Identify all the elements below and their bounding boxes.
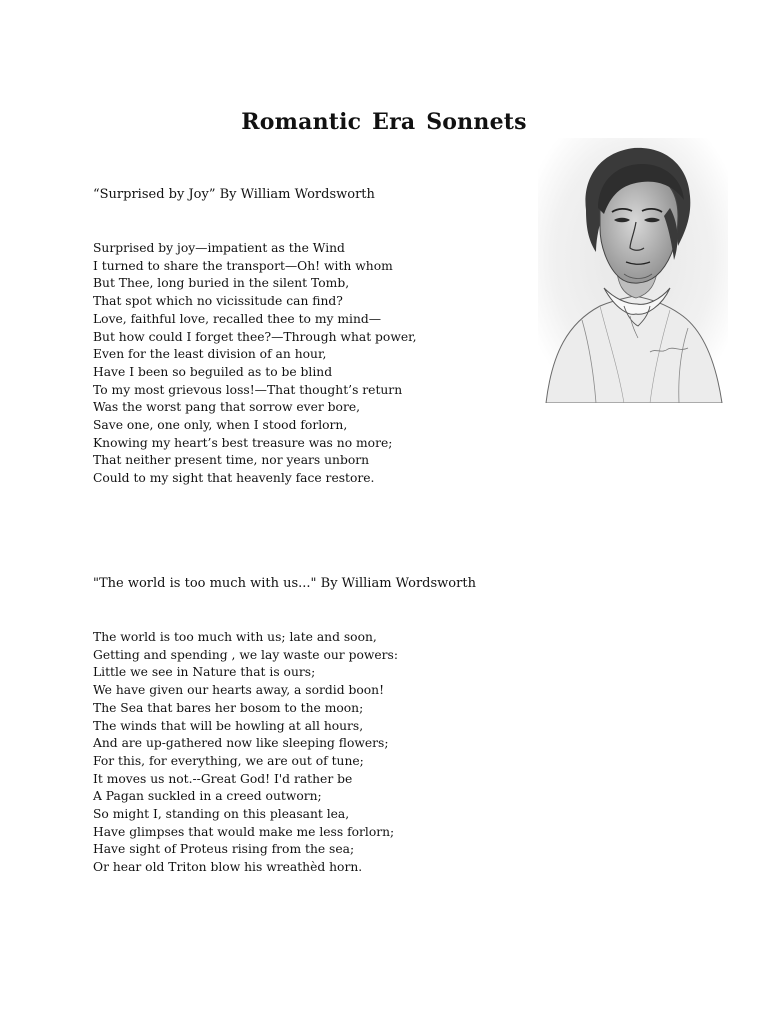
poem-heading: "The world is too much with us..." By William Wordsworth bbox=[93, 576, 476, 591]
poem-line: But how could I forget thee?—Through what power, bbox=[93, 329, 417, 344]
poem-line: Have I been so beguiled as to be blind bbox=[93, 364, 333, 379]
poem-line: To my most grievous loss!—That thought’s return bbox=[93, 382, 403, 397]
poem-line: We have given our hearts away, a sordid boon! bbox=[93, 683, 385, 698]
poem-heading: “Surprised by Joy” By William Wordsworth bbox=[93, 187, 375, 202]
poem-line: Have sight of Proteus rising from the sea; bbox=[93, 842, 355, 857]
poem-text bbox=[93, 240, 417, 488]
poem-line: Surprised by joy—impatient as the Wind bbox=[93, 241, 345, 255]
poem-text bbox=[93, 629, 398, 877]
poem-line: But Thee, long buried in the silent Tomb, bbox=[93, 276, 350, 291]
poem-line: Getting and spending , we lay waste our powers: bbox=[93, 647, 398, 662]
poem-line: The winds that will be howling at all hours, bbox=[93, 718, 364, 733]
page-title: Romantic Era Sonnets bbox=[241, 108, 527, 135]
poem-line: For this, for everything, we are out of tune; bbox=[93, 753, 364, 768]
poem-line: Little we see in Nature that is ours; bbox=[93, 665, 316, 680]
poem-line: A Pagan suckled in a creed outworn; bbox=[93, 789, 322, 804]
poem-line: That spot which no vicissitude can find? bbox=[93, 294, 343, 309]
poem-line: Knowing my heart’s best treasure was no more; bbox=[93, 435, 393, 450]
poem-line: The Sea that bares her bosom to the moon; bbox=[93, 700, 364, 715]
poem-line: That neither present time, nor years unborn bbox=[93, 453, 370, 468]
poem-line: Even for the least division of an hour, bbox=[93, 347, 327, 362]
poem-line: Or hear old Triton blow his wreathèd horn. bbox=[93, 860, 363, 875]
poem-line: The world is too much with us; late and soon, bbox=[93, 630, 377, 644]
poem-line: Could to my sight that heavenly face restore. bbox=[93, 471, 375, 486]
poem-line: And are up-gathered now like sleeping flowers; bbox=[93, 736, 389, 751]
portrait-image bbox=[538, 138, 728, 403]
poem-line: I turned to share the transport—Oh! with whom bbox=[93, 258, 393, 273]
poem-line: Have glimpses that would make me less forlorn; bbox=[93, 824, 395, 839]
poem-line: It moves us not.--Great God! I'd rather be bbox=[93, 771, 353, 786]
poem-line: So might I, standing on this pleasant lea, bbox=[93, 807, 350, 822]
poem-line: Save one, one only, when I stood forlorn, bbox=[93, 418, 348, 433]
poem-line: Was the worst pang that sorrow ever bore, bbox=[93, 400, 361, 415]
poem-line: Love, faithful love, recalled thee to my mind— bbox=[93, 311, 382, 326]
